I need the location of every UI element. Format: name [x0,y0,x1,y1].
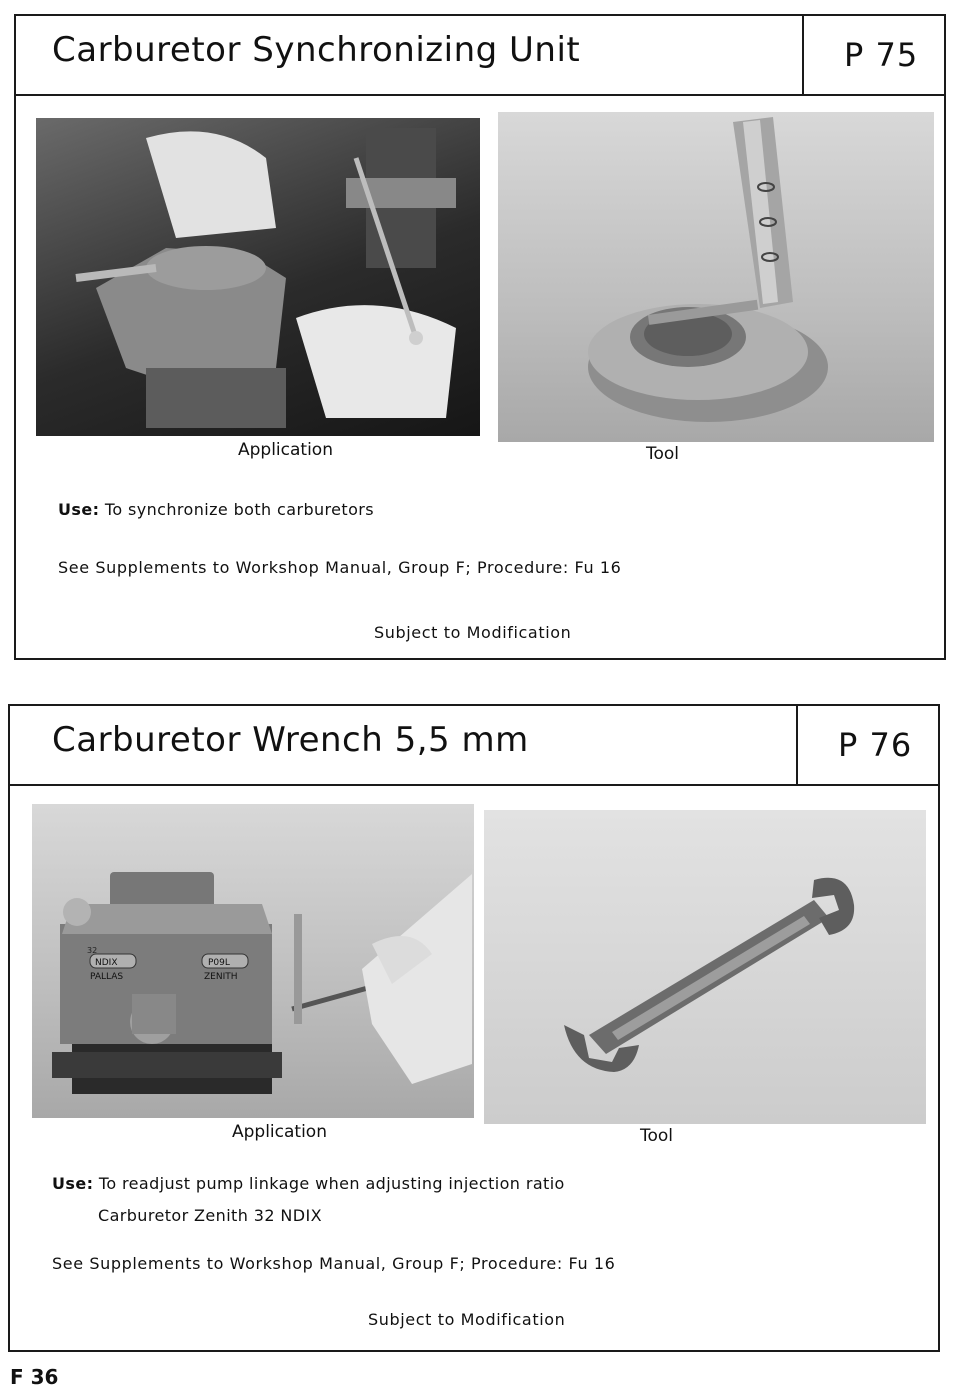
application-photo [32,804,474,1118]
use-line-2: Carburetor Zenith 32 NDIX [98,1206,322,1225]
application-caption: Application [232,1122,327,1142]
photo-label-32: 32 [87,946,98,955]
tool-card-p76 [8,704,940,1352]
application-caption: Application [238,440,333,460]
tool-card-p75 [14,14,946,660]
tool-caption: Tool [640,1126,674,1146]
card-title: Carburetor Synchronizing Unit [52,30,581,70]
photo-label-pallas: PALLAS [90,972,124,982]
reference-text: See Supplements to Workshop Manual, Group F; Procedure: Fu 16 [58,558,622,577]
code-box [802,16,944,94]
code-box [796,706,938,784]
use-label: Use: [52,1174,94,1193]
use-text: To readjust pump linkage when adjusting injection ratio [98,1174,565,1193]
tool-photo [484,810,926,1124]
use-line [58,500,374,519]
photo-label-p09l: P09L [208,958,230,968]
card-title: Carburetor Wrench 5,5 mm [52,720,529,760]
use-line [52,1174,565,1193]
modification-note: Subject to Modification [374,623,572,642]
photo-label-ndix: NDIX [95,958,118,968]
tool-code: P 76 [838,726,913,764]
use-text: To synchronize both carburetors [104,500,374,519]
tool-code: P 75 [844,36,919,74]
modification-note: Subject to Modification [368,1310,566,1329]
card-header [10,706,938,786]
application-photo [36,118,480,436]
tool-photo [498,112,934,442]
card-header [16,16,944,96]
tool-caption: Tool [646,444,680,464]
reference-text: See Supplements to Workshop Manual, Group F; Procedure: Fu 16 [52,1254,616,1273]
page-number: F 36 [10,1365,59,1389]
use-label: Use: [58,500,100,519]
photo-label-zenith: ZENITH [204,972,238,982]
